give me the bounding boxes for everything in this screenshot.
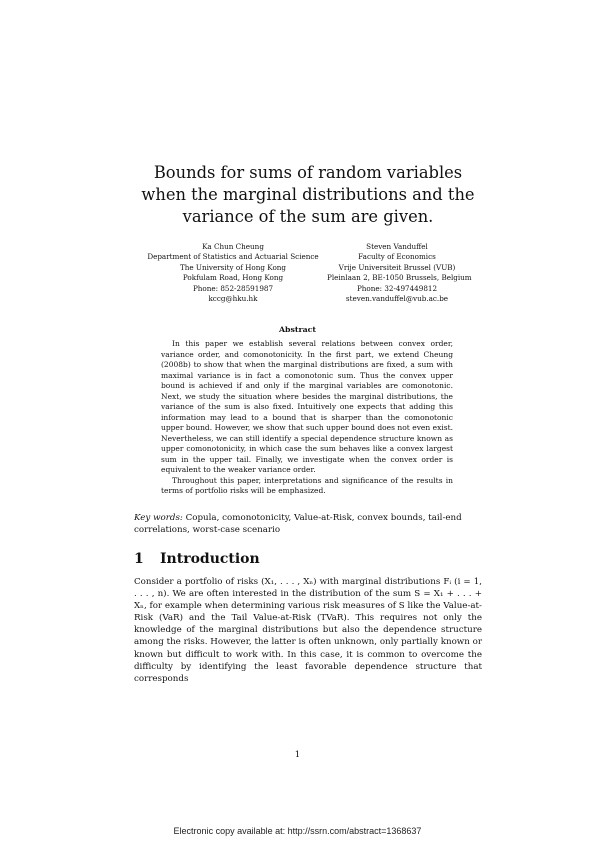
abstract-heading: Abstract <box>278 325 316 334</box>
abstract-paragraph: Throughout this paper, interpretations and significance of the results in terms of portfolio risks will be emphasized. <box>161 475 453 495</box>
author-affiliation: Department of Statistics and Actuarial Science <box>147 252 319 262</box>
author-affiliation: Faculty of Economics <box>358 252 436 262</box>
section-heading <box>134 551 260 567</box>
author-name: Steven Vanduffel <box>366 242 428 251</box>
keywords-text: Copula, comonotonicity, Value-at-Risk, convex bounds, tail-end correlations, worst-case scenario <box>134 513 462 535</box>
author-address: Pleinlaan 2, BE-1050 Brussels, Belgium <box>327 273 472 283</box>
author-phone: Phone: 32-497449812 <box>356 283 438 293</box>
author-email: kccg@hku.hk <box>208 294 258 304</box>
author-block-1 <box>143 242 323 304</box>
author-block-2 <box>327 242 472 304</box>
intro-paragraph: Consider a portfolio of risks (X₁, . . . , Xₙ) with marginal distributions Fᵢ (i = 1, . . . , n). We are often interested in the distribution of the sum S = X₁ + . . . + Xₙ, for example when determining various risk measures of S like the Value-at-Risk (VaR) and the Tail Value-at-Risk (TVaR). This requires not only the knowledge of the marginal distributions but also the dependence structure among the risks. However, the latter is often unknown, only partially known or known but difficult to work with. In this case, it is common to overcome the difficulty by identifying the least favorable dependence structure that corresponds <box>134 577 482 684</box>
author-name: Ka Chun Cheung <box>202 242 264 251</box>
author-affiliation: The University of Hong Kong <box>179 262 287 272</box>
paper-title: Bounds for sums of random variables when the marginal distributions and the variance of the sum are given. <box>141 163 475 226</box>
section-title: Introduction <box>160 551 260 567</box>
section-number: 1 <box>134 551 144 567</box>
abstract-body <box>161 339 453 497</box>
keywords-label: Key words: <box>134 513 183 523</box>
page-number: 1 <box>294 750 301 760</box>
author-email: steven.vanduffel@vub.ac.be <box>345 294 449 304</box>
footer-ssrn-link[interactable]: Electronic copy available at: http://ssrn.com/abstract=1368637 <box>173 826 422 836</box>
author-affiliation: Vrije Universiteit Brussel (VUB) <box>338 262 456 272</box>
keywords <box>134 512 482 536</box>
author-phone: Phone: 852-28591987 <box>192 283 274 293</box>
abstract-paragraph: In this paper we establish several relations between convex order, variance order, and comonotonicity. In the first part, we extend Cheung (2008b) to show that when the marginal distributions are fixed, a sum with maximal variance is in fact a comonotonic sum. Thus the convex upper bound is achieved if and only if the marginal variables are comonotonic. Next, we study the situation where besides the marginal distributions, the variance of the sum is also fixed. Intuitively one expects that adding this information may lead to a bound that is sharper than the comonotonic upper bound. However, we show that such upper bound does not even exist. Nevertheless, we can still identify a special dependence structure known as upper comonotonicity, in which case the sum behaves like a convex largest sum in the upper tail. Finally, we investigate when the convex order is equivalent to the weaker variance order. <box>161 339 453 474</box>
author-address: Pokfulam Road, Hong Kong <box>182 273 284 283</box>
